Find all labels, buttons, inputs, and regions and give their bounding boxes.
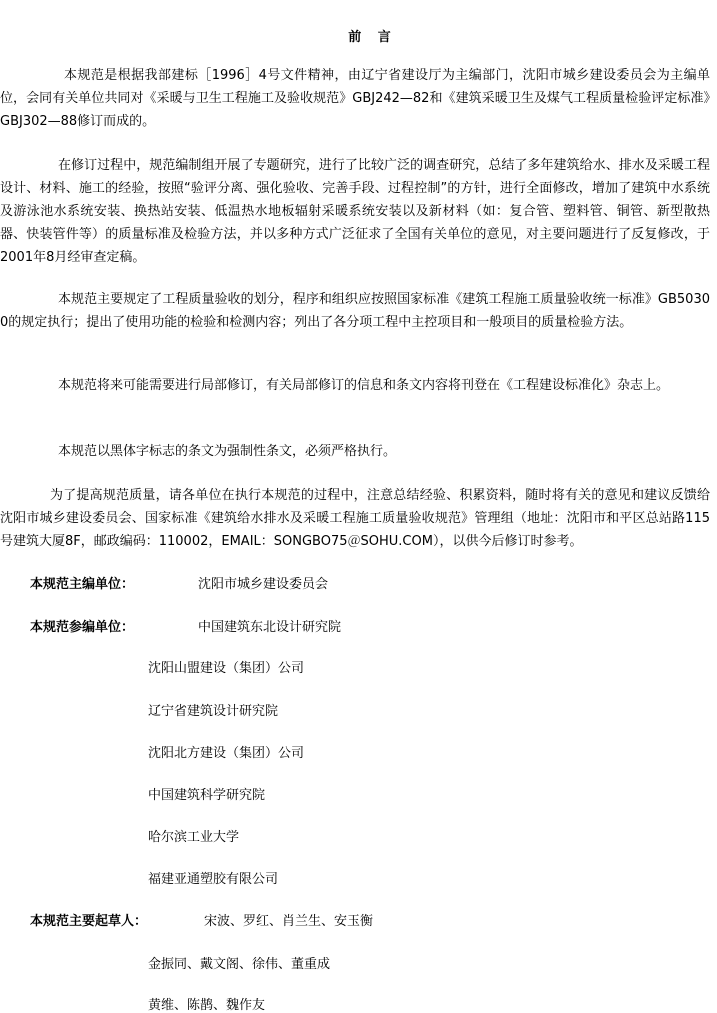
drafters-line: 金振同、戴文阁、徐伟、董重成 xyxy=(148,957,331,972)
drafters-label: 本规范主要起草人： xyxy=(30,914,148,929)
paragraph-basis: 本规范是根据我部建标［1996］4号文件精神，由辽宁省建设厅为主编部门，沈阳市城乡建设委员会为主编单位，会同有关单位共同对《采暖与卫生工程施工及验收规范》GBJ242—82和《建筑采暖卫生及煤气工程质量检验评定标准》GBJ302—88修订而成的。 xyxy=(0,68,710,129)
co-editor-unit: 哈尔滨工业大学 xyxy=(148,830,240,845)
drafters-line: 宋波、罗红、肖兰生、安玉衡 xyxy=(204,914,374,929)
paragraph-feedback: 为了提高规范质量，请各单位在执行本规范的过程中，注意总结经验、积累资料，随时将有关的意见和建议反馈给沈阳市城乡建设委员会、国家标准《建筑给水排水及采暖工程施工质量验收规范》管理组（地址：沈阳市和平区总站路115号建筑大厦8F，邮政编码：110002，EMAIL：SONGBO75＠SOHU.COM），以供今后修订时参考。 xyxy=(0,488,710,549)
co-editors-label: 本规范参编单位： xyxy=(30,620,135,635)
paragraph-scope: 本规范主要规定了工程质量验收的划分，程序和组织应按照国家标准《建筑工程施工质量验收统一标准》GB50300的规定执行；提出了使用功能的检验和检测内容；列出了各分项工程中主控项目和一般项目的质量检验方法。 xyxy=(0,292,710,330)
co-editor-unit: 中国建筑东北设计研究院 xyxy=(198,620,342,635)
paragraph-revision-process: 在修订过程中，规范编制组开展了专题研究，进行了比较广泛的调查研究，总结了多年建筑给水、排水及采暖工程设计、材料、施工的经验，按照“验评分离、强化验收、完善手段、过程控制”的方针，进行全面修改，增加了建筑中水系统及游泳池水系统安装、换热站安装、低温热水地板辐射采暖系统安装以及新材料（如：复合管、塑料管、铜管、新型散热器、快装管件等）的质量标准及检验方法，并以多种方式广泛征求了全国有关单位的意见，对主要问题进行了反复修改，于2001年8月经审查定稿。 xyxy=(0,158,710,265)
drafters-line: 黄维、陈鹊、魏作友 xyxy=(148,998,266,1013)
page-title: 前 言 xyxy=(348,30,397,45)
co-editor-unit: 沈阳北方建设（集团）公司 xyxy=(148,746,305,761)
co-editor-unit: 福建亚通塑胶有限公司 xyxy=(148,872,279,887)
paragraph-mandatory-clauses: 本规范以黑体字标志的条文为强制性条文，必须严格执行。 xyxy=(58,444,397,459)
chief-editor-unit: 沈阳市城乡建设委员会 xyxy=(198,577,329,592)
chief-editor-label: 本规范主编单位： xyxy=(30,577,135,592)
co-editor-unit: 辽宁省建筑设计研究院 xyxy=(148,704,279,719)
co-editor-unit: 沈阳山盟建设（集团）公司 xyxy=(148,661,305,676)
co-editor-unit: 中国建筑科学研究院 xyxy=(148,788,266,803)
paragraph-future-revision: 本规范将来可能需要进行局部修订，有关局部修订的信息和条文内容将刊登在《工程建设标准化》杂志上。 xyxy=(58,378,670,393)
